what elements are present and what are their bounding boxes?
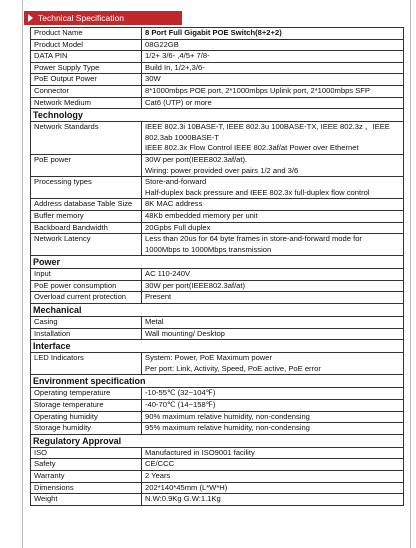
table-row [31,411,404,423]
spec-value [142,292,404,304]
spec-value [142,400,404,412]
spec-value-line: 2 Years [145,471,171,480]
table-row [31,62,404,74]
spec-value-line: 202*140*45mm (L*W*H) [145,482,228,492]
spec-value-line: 1/2+ 3/6- ,4/5+ 7/8- [145,51,210,61]
table-row [31,328,404,340]
spec-value [142,234,404,256]
spec-label: Network Medium [31,97,142,109]
table-row [31,471,404,483]
spec-value-line: Wiring: power provided over pairs 1/2 and 3/6 [145,165,299,175]
section-header-label: Regulatory Approval [31,434,404,447]
section-header-label: Power [31,256,404,269]
spec-value [142,447,404,459]
spec-value-line: 95% maximum relative humidity, non-condensing [145,423,310,433]
section-header [31,340,404,353]
spec-value [142,269,404,281]
spec-value [142,28,404,40]
section-header [31,304,404,317]
spec-label: Network Standards [31,122,142,155]
spec-value [142,471,404,483]
spec-value-line: N.W:0.9Kg G.W:1.1Kg [145,494,221,504]
spec-label: Storage temperature [31,400,142,412]
spec-label: Storage humidity [31,423,142,435]
spec-value [142,353,404,375]
spec-label: PoE Output Power [31,74,142,86]
spec-label: Warranty [31,471,142,483]
spec-value [142,39,404,51]
section-header-label: Interface [31,340,404,353]
spec-value [142,97,404,109]
table-row [31,74,404,86]
spec-value-line: Less than 20us for 64 byte frames in store-and-forward mode for [145,234,362,244]
table-row [31,51,404,63]
table-row [31,234,404,256]
spec-value [142,177,404,199]
table-row [31,292,404,304]
section-banner [24,11,182,25]
spec-label: Backboard Bandwidth [31,222,142,234]
table-row [31,353,404,375]
table-row [31,317,404,329]
section-header-label: Technology [31,109,404,122]
page-margin-right [410,0,411,548]
spec-value-line: Half-duplex back pressure and IEEE 802.3x full-duplex flow control [145,187,370,197]
table-row [31,423,404,435]
spec-value-line: Build In, 1/2+,3/6- [145,62,205,72]
spec-value-line: 20Gpbs Full duplex [145,222,211,232]
spec-value-line: 8K MAC address [145,199,203,209]
table-row [31,482,404,494]
spec-label: Product Model [31,39,142,51]
spec-value-line: AC 110-240V [145,269,191,279]
spec-value [142,222,404,234]
spec-label: Product Name [31,28,142,40]
spec-value [142,459,404,471]
spec-value-line: System: Power, PoE Maximum power [145,353,273,363]
spec-value [142,317,404,329]
spec-value-line: 30W per port(IEEE802.3af/at). [145,154,248,164]
table-row [31,177,404,199]
spec-label: ISO [31,447,142,459]
spec-label: Operating humidity [31,411,142,423]
spec-label: Installation [31,328,142,340]
table-row [31,122,404,155]
spec-label: Power Supply Type [31,62,142,74]
spec-value-line: 1000Mbps to 1000Mbps transmission [145,244,272,254]
table-row [31,97,404,109]
table-row [31,280,404,292]
spec-value-line: Present [145,292,172,302]
spec-value [142,494,404,506]
spec-value [142,423,404,435]
spec-value-line: Manufactured in ISO9001 facility [145,447,255,457]
spec-value [142,154,404,176]
spec-value-line: CE/CCC [145,459,175,469]
table-row [31,28,404,40]
spec-value-line: IEEE 802.3i 10BASE-T, IEEE 802.3u 100BASE-TX, IEEE 802.3z 、IEEE [145,122,390,132]
spec-value-line: -10-55℃ (32~104℉) [145,388,216,398]
spec-value-line: 802.3ab 1000BASE-T [145,132,219,142]
spec-value-line: 30W [145,74,161,84]
spec-label: Safety [31,459,142,471]
table-row [31,199,404,211]
spec-label: Weight [31,494,142,506]
spec-label: Buffer memory [31,210,142,222]
section-header-label: Environment specification [31,375,404,388]
spec-label: Connector [31,85,142,97]
spec-value-line: 8 Port Full Gigabit POE Switch(8+2+2) [145,28,282,37]
spec-value-line: -40-70℃ (14~158℉) [145,400,216,410]
section-header-label: Mechanical [31,304,404,317]
spec-label: Operating temperature [31,388,142,400]
spec-value-line: Store-and-forward [145,177,207,187]
spec-value-line: 90% maximum relative humidity, non-condensing [145,411,310,421]
spec-value [142,85,404,97]
table-row [31,39,404,51]
spec-label: Dimensions [31,482,142,494]
spec-value [142,328,404,340]
table-row [31,447,404,459]
section-header [31,375,404,388]
spec-value-line: Per port: Link, Activity, Speed, PoE active, PoE error [145,363,321,373]
spec-label: DATA PIN [31,51,142,63]
section-header [31,109,404,122]
table-row [31,494,404,506]
table-row [31,459,404,471]
spec-label: PoE power consumption [31,280,142,292]
table-row [31,388,404,400]
spec-value [142,411,404,423]
spec-value [142,122,404,155]
spec-value [142,388,404,400]
spec-label: Processing types [31,177,142,199]
spec-value [142,51,404,63]
spec-value-line: IEEE 802.3x Flow Control IEEE 802.3af/at Power over Ethernet [145,143,359,153]
spec-value-line: 08G22GB [145,39,179,49]
arrow-icon [28,14,33,22]
spec-value-line: Cat6 (UTP) or more [145,97,212,107]
spec-value [142,482,404,494]
spec-value-line: 48Kb embedded memory per unit [145,210,258,220]
spec-value [142,62,404,74]
spec-value [142,280,404,292]
table-row [31,222,404,234]
spec-label: Overload current protection [31,292,142,304]
page-margin-left [22,0,23,548]
table-row [31,269,404,281]
table-row [31,154,404,176]
spec-label: Casing [31,317,142,329]
table-row [31,85,404,97]
spec-value-line: Wall mounting/ Desktop [145,328,225,338]
table-row [31,210,404,222]
spec-value-line: 8*1000mbps POE port, 2*1000mbps Uplink port, 2*1000mbps SFP [145,85,370,95]
spec-label: PoE power [31,154,142,176]
spec-label: Input [31,269,142,281]
banner-title: Technical Specification [38,13,124,23]
spec-value-line: Metal [145,317,164,327]
spec-value [142,74,404,86]
spec-value-line: 30W per port(IEEE802.3af/at) [145,280,246,290]
spec-table [30,27,404,506]
table-row [31,400,404,412]
spec-label: Address database Table Size [31,199,142,211]
spec-value [142,210,404,222]
section-header [31,434,404,447]
spec-label: Network Latency [31,234,142,256]
section-header [31,256,404,269]
spec-value [142,199,404,211]
spec-label: LED Indicators [31,353,142,375]
